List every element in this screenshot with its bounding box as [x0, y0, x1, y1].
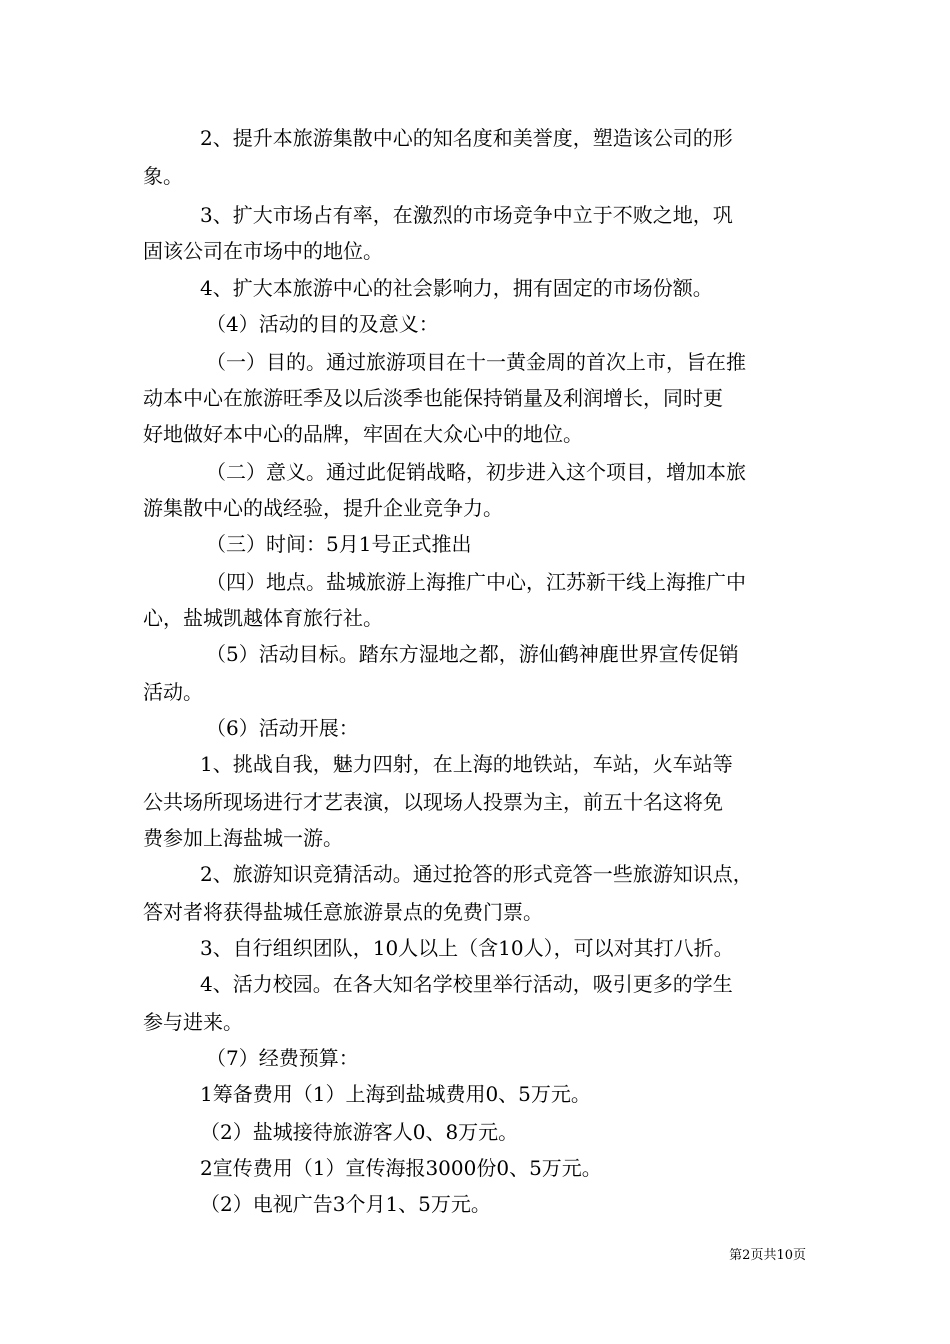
text-line: 费参加上海盐城一游。: [143, 826, 343, 850]
text-line: 4、扩大本旅游中心的社会影响力，拥有固定的市场份额。: [200, 276, 713, 300]
text-line: 1筹备费用（1）上海到盐城费用0、5万元。: [200, 1082, 591, 1106]
text-line: 游集散中心的战经验，提升企业竞争力。: [143, 496, 503, 520]
text-line: 活动。: [143, 680, 203, 704]
text-line: 固该公司在市场中的地位。: [143, 239, 383, 263]
text-line: 公共场所现场进行才艺表演，以现场人投票为主，前五十名这将免: [143, 790, 723, 814]
text-line: （一）目的。通过旅游项目在十一黄金周的首次上市，旨在推: [206, 350, 746, 374]
text-line: 好地做好本中心的品牌，牢固在大众心中的地位。: [143, 422, 583, 446]
text-line: 4、活力校园。在各大知名学校里举行活动，吸引更多的学生: [200, 972, 733, 996]
text-line: （二）意义。通过此促销战略，初步进入这个项目，增加本旅: [206, 460, 746, 484]
text-line: 2、提升本旅游集散中心的知名度和美誉度，塑造该公司的形: [200, 126, 733, 150]
text-line: 动本中心在旅游旺季及以后淡季也能保持销量及利润增长，同时更: [143, 386, 723, 410]
text-line: （5）活动目标。踏东方湿地之都，游仙鹤神鹿世界宣传促销: [206, 642, 739, 666]
text-line: 2、旅游知识竞猜活动。通过抢答的形式竞答一些旅游知识点，: [200, 862, 753, 886]
section-heading: （4）活动的目的及意义：: [206, 312, 439, 336]
section-heading: （6）活动开展：: [206, 716, 359, 740]
text-line: （2）电视广告3个月1、5万元。: [200, 1192, 491, 1216]
text-line: 3、自行组织团队，10人以上（含10人），可以对其打八折。: [200, 936, 734, 960]
text-line: 象。: [143, 164, 183, 188]
text-line: 参与进来。: [143, 1010, 243, 1034]
text-line: 1、挑战自我，魅力四射，在上海的地铁站，车站，火车站等: [200, 752, 733, 776]
text-line: 2宣传费用（1）宣传海报3000份0、5万元。: [200, 1156, 602, 1180]
text-line: 答对者将获得盐城任意旅游景点的免费门票。: [143, 900, 543, 924]
page-number: 第2页共10页: [729, 1248, 806, 1263]
text-line: （2）盐城接待旅游客人0、8万元。: [200, 1120, 519, 1144]
text-line: 3、扩大市场占有率，在激烈的市场竞争中立于不败之地，巩: [200, 203, 733, 227]
text-line: 心，盐城凯越体育旅行社。: [143, 606, 383, 630]
section-heading: （7）经费预算：: [206, 1046, 359, 1070]
text-line: （三）时间：5月1号正式推出: [206, 532, 472, 556]
text-line: （四）地点。盐城旅游上海推广中心，江苏新干线上海推广中: [206, 570, 746, 594]
